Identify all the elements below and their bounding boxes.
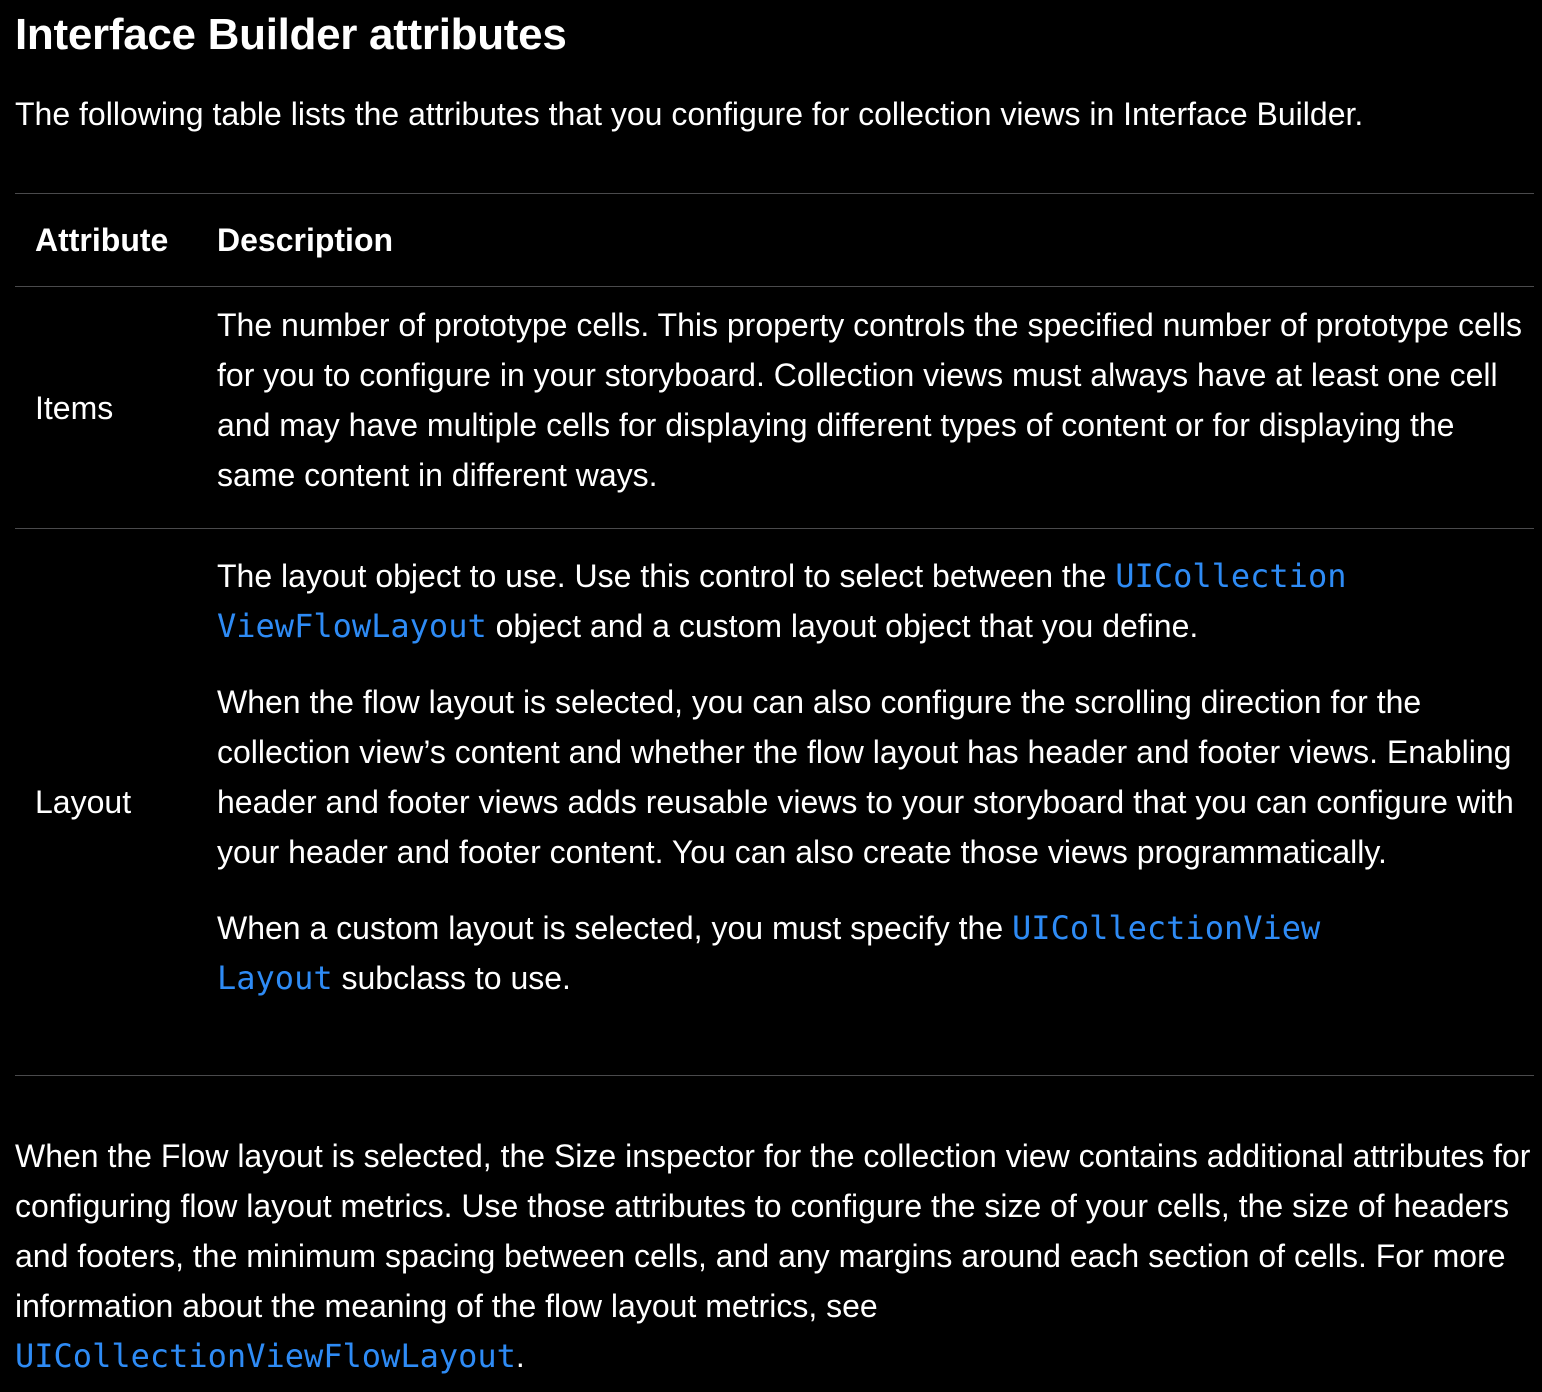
uicollectionviewflowlayout-link-bottom[interactable]: UICollectionViewFlowLayout xyxy=(15,1337,516,1375)
table-row-layout xyxy=(15,528,1534,1076)
link-text-line-1: UICollectionView xyxy=(1012,909,1321,947)
layout-p1-text: The layout object to use. Use this control to select between the xyxy=(217,558,1116,594)
attribute-description-layout xyxy=(217,529,1534,1075)
layout-description-paragraph-3 xyxy=(217,903,1524,1003)
layout-p1-text-after: object and a custom layout object that you define. xyxy=(486,608,1199,644)
flow-layout-paragraph xyxy=(15,1131,1534,1381)
items-description-text: The number of prototype cells. This property controls the specified number of prototype cells for you to configure in your storyboard. Collection views must always have at least one cell and may have multiple cells for displaying different types of content or for displaying the same content in different ways. xyxy=(217,307,1522,493)
column-header-description: Description xyxy=(217,222,394,258)
sentence-end: . xyxy=(515,1338,525,1374)
link-text-line-2: ViewFlowLayout xyxy=(217,607,487,645)
attribute-name-layout: Layout xyxy=(35,784,132,820)
attribute-name-items: Items xyxy=(35,389,114,426)
column-header-attribute: Attribute xyxy=(35,222,169,258)
layout-description-paragraph-1 xyxy=(217,551,1524,651)
link-text-line-2: Layout xyxy=(217,959,333,997)
link-text-line-1: UICollection xyxy=(1115,557,1347,595)
layout-p3-text-after: subclass to use. xyxy=(332,960,571,996)
layout-description-paragraph-2: When the flow layout is selected, you can also configure the scrolling direction for the collection view’s content and whether the flow layout has header and footer views. Enabling header and footer views adds reusable views to your storyboard that you can configure with your header and footer content. You can also create those views programmatically. xyxy=(217,684,1514,870)
section-title: Interface Builder attributes xyxy=(15,10,567,59)
flow-layout-text: When the Flow layout is selected, the Size inspector for the collection view contains additional attributes for configuring flow layout metrics. Use those attributes to configure the size of your cells, the size of headers and footers, the minimum spacing between cells, and any margins around each section of cells. For more information about the meaning of the flow layout metrics, see xyxy=(15,1138,1531,1324)
table-row-items xyxy=(15,286,1534,528)
section-intro: The following table lists the attributes that you configure for collection views in Interface Builder. xyxy=(15,96,1364,132)
attribute-description-items xyxy=(217,287,1534,528)
layout-p3-text: When a custom layout is selected, you must specify the xyxy=(217,910,1013,946)
attributes-table xyxy=(15,193,1534,1076)
table-header-row xyxy=(15,193,1534,286)
